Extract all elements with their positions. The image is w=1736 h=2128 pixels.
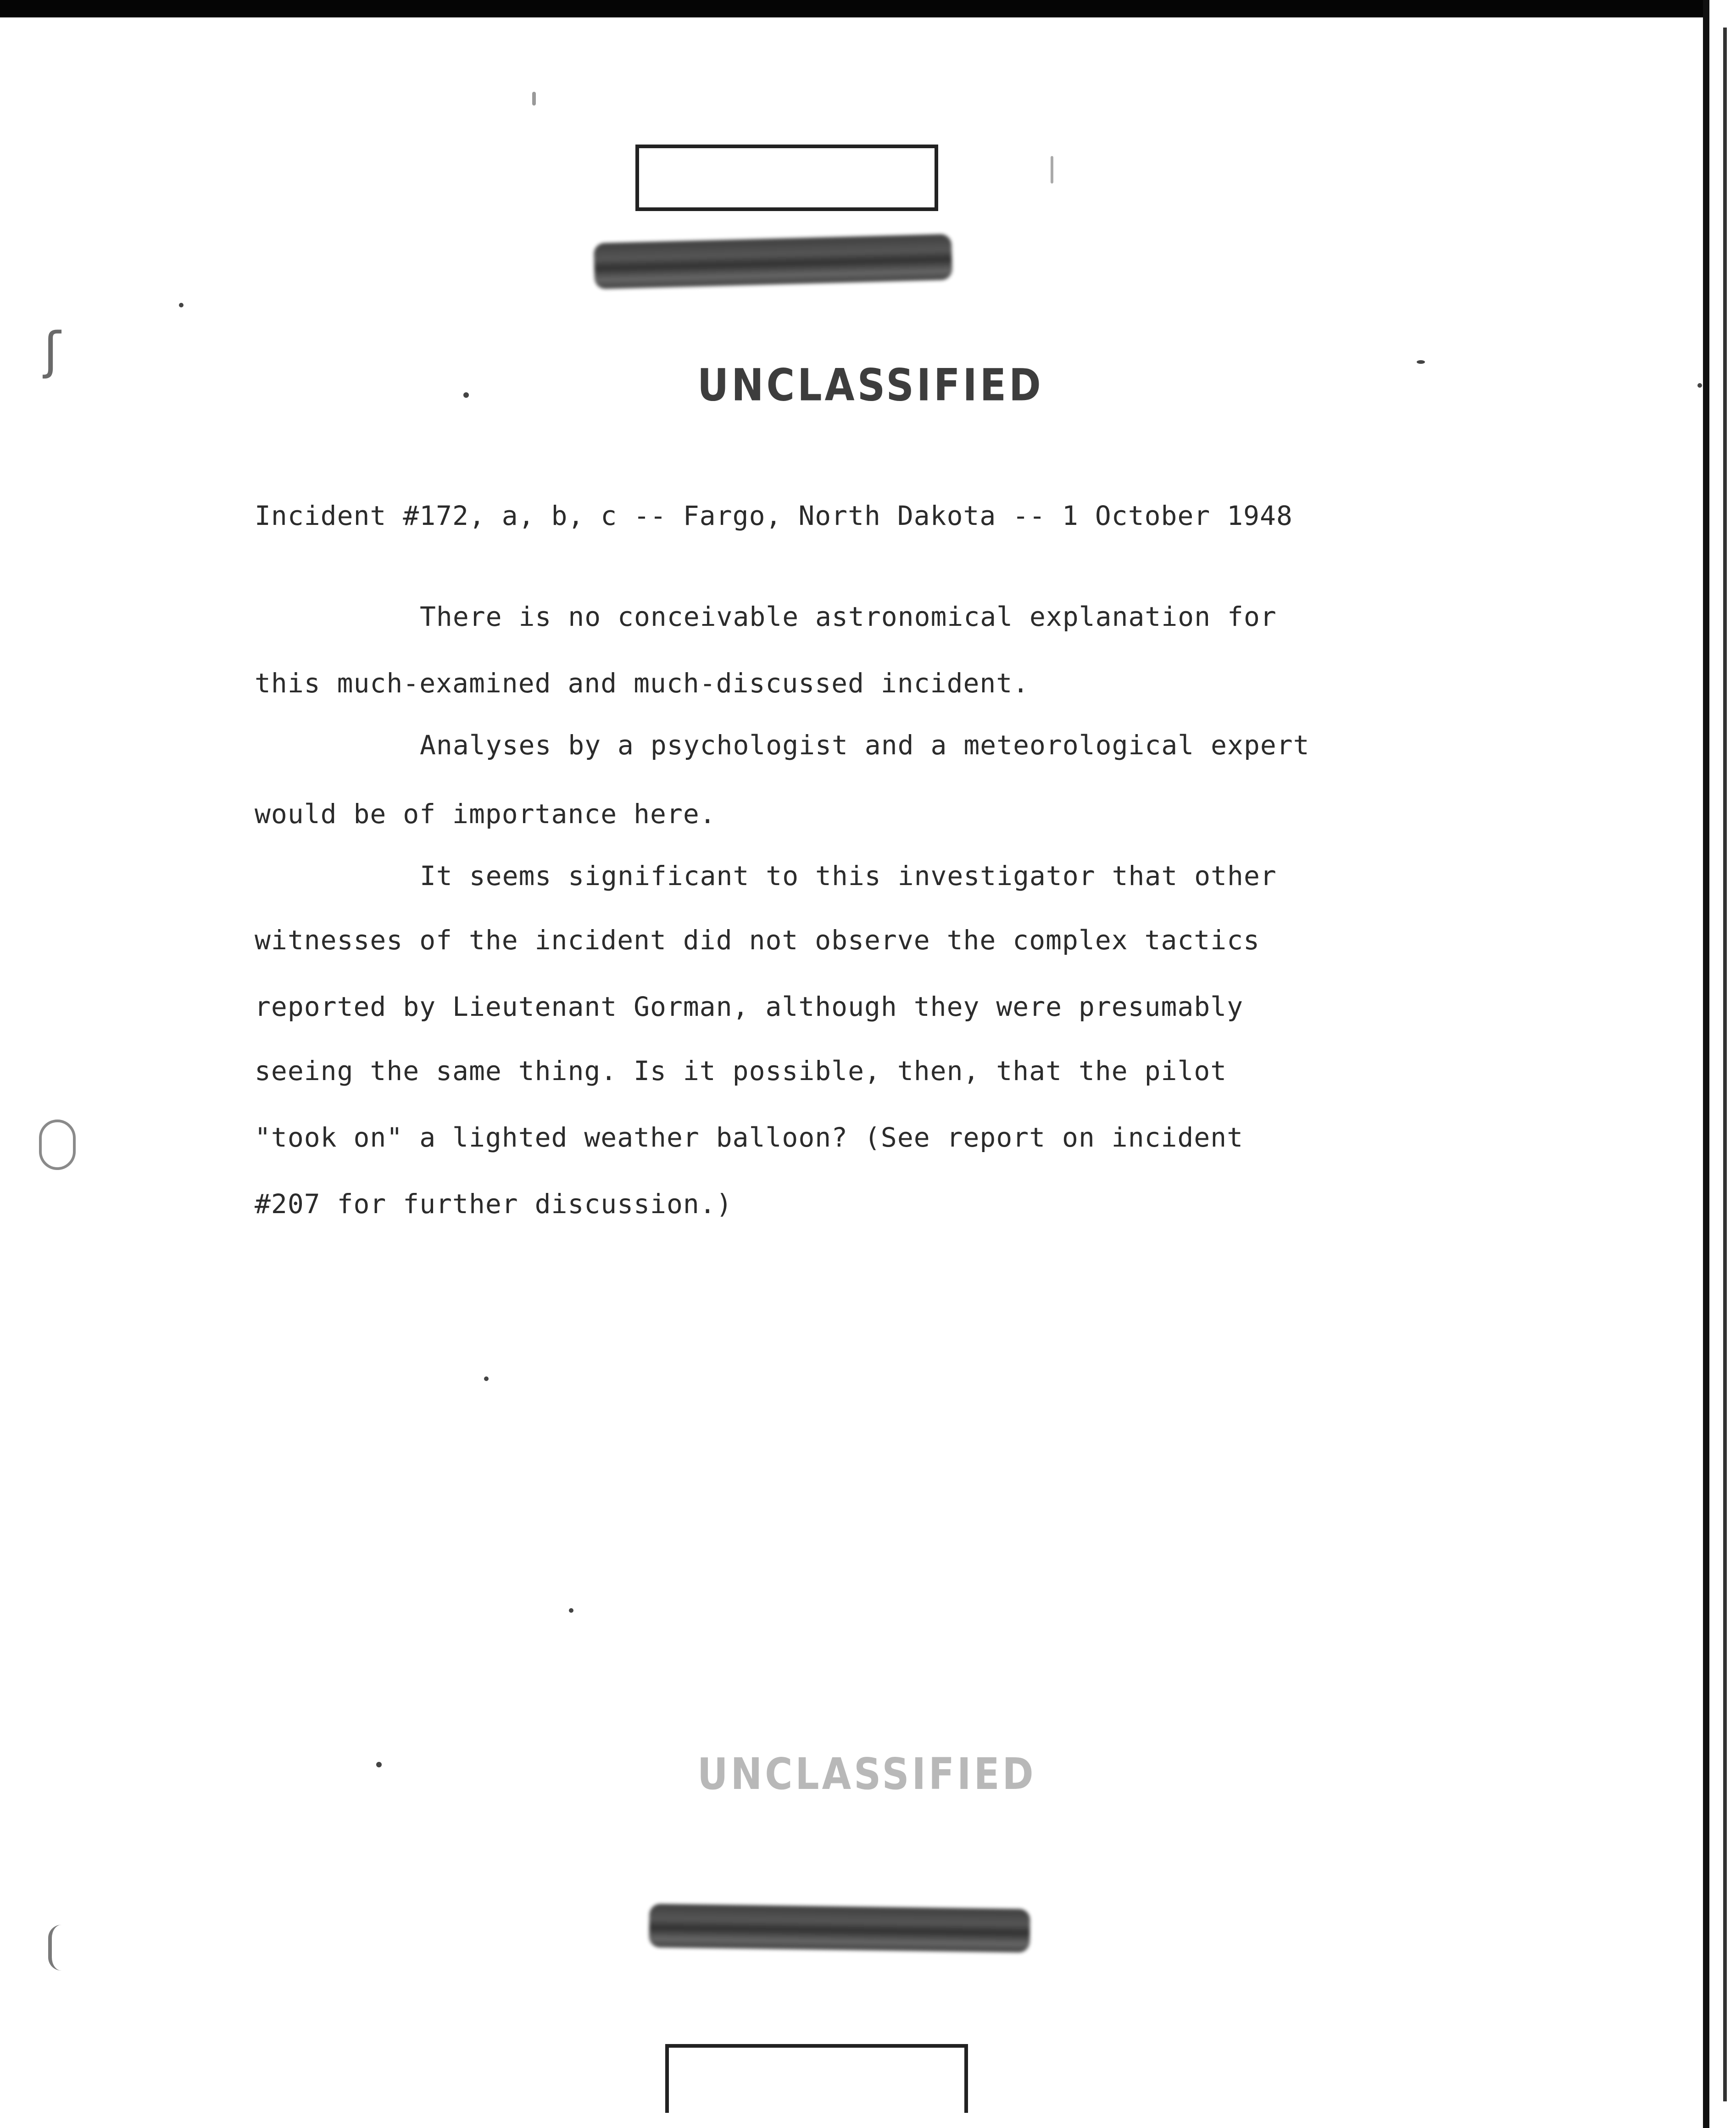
scan-top-edge — [0, 0, 1736, 17]
body-line-4: would be of importance here. — [255, 798, 716, 830]
body-line-1: There is no conceivable astronomical explanation for — [420, 601, 1277, 632]
body-line-10: #207 for further discussion.) — [255, 1188, 733, 1220]
speck — [463, 392, 469, 398]
classification-marking-bottom: UNCLASSIFIED — [697, 1749, 1036, 1800]
left-margin-mark-top: ʃ — [44, 321, 61, 380]
incident-heading: Incident #172, a, b, c -- Fargo, North Dakota -- 1 October 1948 — [255, 500, 1293, 531]
bottom-stamp-box — [665, 2044, 968, 2113]
speck — [376, 1762, 382, 1767]
top-redaction-smear — [594, 234, 952, 289]
speck — [1417, 360, 1425, 364]
body-line-3: Analyses by a psychologist and a meteorological expert — [420, 730, 1310, 761]
classification-marking-top: UNCLASSIFIED — [697, 359, 1044, 411]
scan-right-edge — [1703, 0, 1736, 2128]
left-margin-mark-bottom — [48, 1925, 75, 1971]
speck — [569, 1608, 573, 1613]
body-line-2: this much-examined and much-discussed incident. — [255, 668, 1029, 699]
speck — [1051, 156, 1053, 184]
bottom-redaction-smear — [649, 1904, 1030, 1953]
body-line-7: reported by Lieutenant Gorman, although they were presumably — [255, 991, 1244, 1022]
body-line-8: seeing the same thing. Is it possible, then, that the pilot — [255, 1055, 1227, 1086]
scan-right-edge-line — [1723, 28, 1727, 2101]
top-stamp-box — [635, 145, 938, 211]
body-line-6: witnesses of the incident did not observe the complex tactics — [255, 925, 1260, 956]
speck — [484, 1376, 489, 1381]
body-line-9: "took on" a lighted weather balloon? (See report on incident — [255, 1122, 1244, 1153]
left-margin-mark-middle — [39, 1120, 76, 1170]
speck — [179, 303, 184, 307]
speck — [1697, 383, 1702, 388]
speck — [532, 92, 536, 106]
body-line-5: It seems significant to this investigator that other — [420, 860, 1277, 891]
